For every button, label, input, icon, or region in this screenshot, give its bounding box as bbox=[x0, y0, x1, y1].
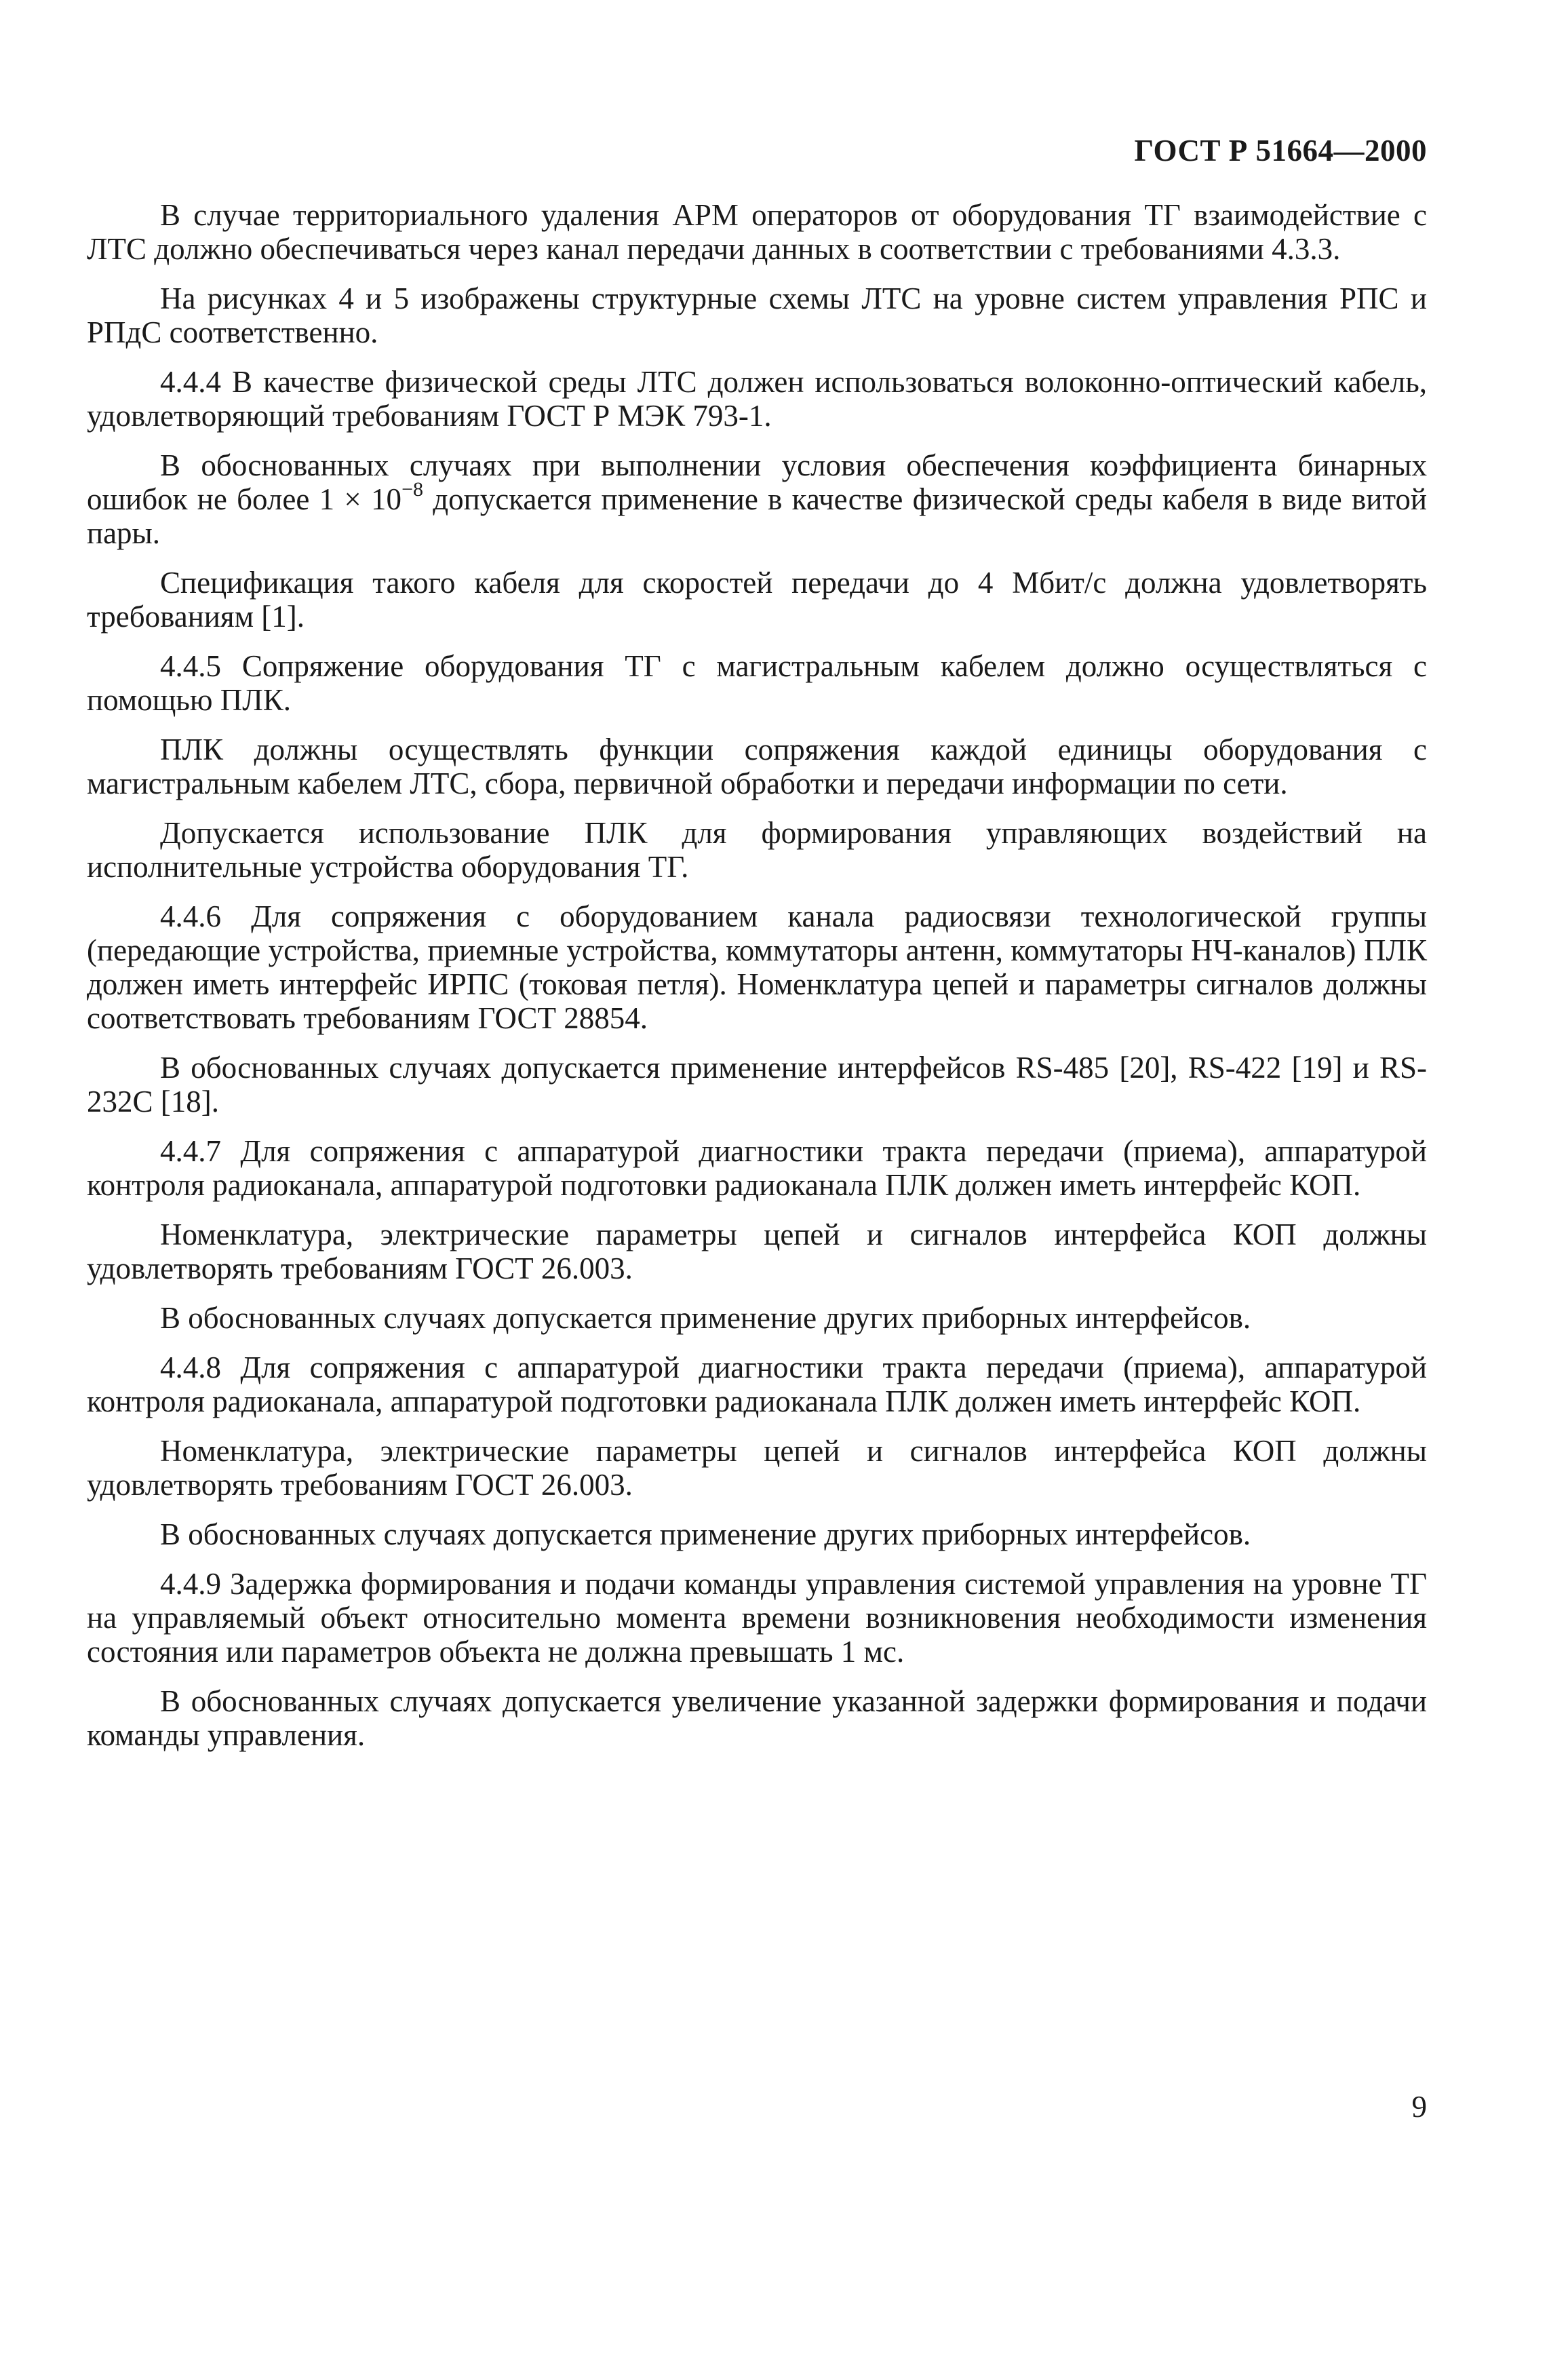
paragraph: В обоснованных случаях допускается увеличение указанной задержки формирования и подачи команды управления. bbox=[87, 1684, 1427, 1752]
paragraph: 4.4.7 Для сопряжения с аппаратурой диагностики тракта передачи (приема), аппаратурой контроля радиоканала, аппаратурой подготовки радиоканала ПЛК должен иметь интерфейс КОП. bbox=[87, 1134, 1427, 1202]
ber-text-after: допускается применение в качестве физической среды кабеля в виде витой пары. bbox=[87, 482, 1427, 550]
paragraph-ber bbox=[87, 448, 1427, 550]
ber-exponent: −8 bbox=[401, 478, 423, 501]
document-body bbox=[87, 198, 1427, 1768]
paragraph: Спецификация такого кабеля для скоростей передачи до 4 Мбит/с должна удовлетворять требованиям [1]. bbox=[87, 566, 1427, 634]
paragraph: В обоснованных случаях допускается применение интерфейсов RS-485 [20], RS-422 [19] и RS-232C [18]. bbox=[87, 1051, 1427, 1119]
document-id-header: ГОСТ Р 51664—2000 bbox=[1134, 134, 1427, 168]
paragraph: На рисунках 4 и 5 изображены структурные схемы ЛТС на уровне систем управления РПС и РПдС соответственно. bbox=[87, 281, 1427, 349]
paragraph: 4.4.8 Для сопряжения с аппаратурой диагностики тракта передачи (приема), аппаратурой контроля радиоканала, аппаратурой подготовки радиоканала ПЛК должен иметь интерфейс КОП. bbox=[87, 1350, 1427, 1418]
paragraph: В обоснованных случаях допускается применение других приборных интерфейсов. bbox=[160, 1301, 1251, 1335]
paragraph: В обоснованных случаях допускается применение других приборных интерфейсов. bbox=[160, 1517, 1251, 1551]
paragraph: 4.4.6 Для сопряжения с оборудованием канала радиосвязи технологической группы (передающие устройства, приемные устройства, коммутаторы антенн, коммутаторы НЧ-каналов) ПЛК должен иметь интерфейс ИРПС (токовая петля). Номенклатура цепей и параметры сигналов должны соответствовать требованиям ГОСТ 28854. bbox=[87, 899, 1427, 1035]
paragraph: Номенклатура, электрические параметры цепей и сигналов интерфейса КОП должны удовлетворять требованиям ГОСТ 26.003. bbox=[87, 1434, 1427, 1502]
paragraph: Допускается использование ПЛК для формирования управляющих воздействий на исполнительные устройства оборудования ТГ. bbox=[87, 816, 1427, 884]
paragraph: Номенклатура, электрические параметры цепей и сигналов интерфейса КОП должны удовлетворять требованиям ГОСТ 26.003. bbox=[87, 1218, 1427, 1285]
paragraph: 4.4.4 В качестве физической среды ЛТС должен использоваться волоконно-оптический кабель, удовлетворяющий требованиям ГОСТ Р МЭК 793-1. bbox=[87, 365, 1427, 433]
ber-text-before: В обоснованных случаях при выполнении условия обеспечения коэффициента бинарных ошибок не более 1 × 10 bbox=[87, 448, 1427, 516]
paragraph: 4.4.5 Сопряжение оборудования ТГ с магистральным кабелем должно осуществляться с помощью ПЛК. bbox=[87, 649, 1427, 717]
paragraph: ПЛК должны осуществлять функции сопряжения каждой единицы оборудования с магистральным кабелем ЛТС, сбора, первичной обработки и передачи информации по сети. bbox=[87, 733, 1427, 800]
page-number: 9 bbox=[1411, 2090, 1427, 2124]
paragraph: В случае территориального удаления АРМ операторов от оборудования ТГ взаимодействие с ЛТС должно обеспечиваться через канал передачи данных в соответствии с требованиями 4.3.3. bbox=[87, 198, 1427, 266]
paragraph: 4.4.9 Задержка формирования и подачи команды управления системой управления на уровне ТГ на управляемый объект относительно момента времени возникновения необходимости изменения состояния или параметров объекта не должна превышать 1 мс. bbox=[87, 1567, 1427, 1669]
